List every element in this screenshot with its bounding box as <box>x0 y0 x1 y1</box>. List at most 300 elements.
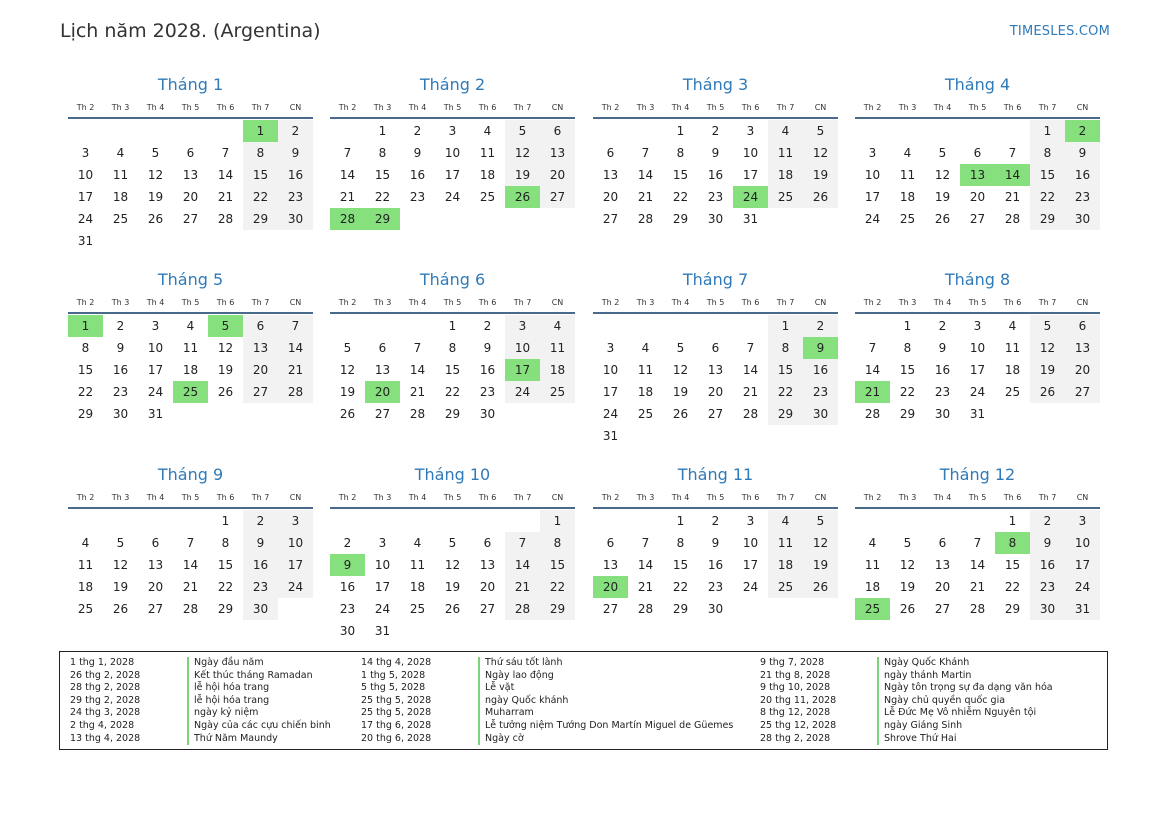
day-cell: 22 <box>1030 186 1065 208</box>
day-cell: 14 <box>864 363 881 377</box>
day-cell: 18 <box>768 164 803 186</box>
day-cell: 15 <box>217 558 234 572</box>
holiday-date: 14 thg 4, 2028 <box>361 657 432 668</box>
day-cell: 2 <box>1030 510 1065 532</box>
holiday-day-cell: 25 <box>173 381 208 403</box>
day-cell: 26 <box>803 576 838 598</box>
holiday-date: 5 thg 5, 2028 <box>361 682 426 694</box>
weekday-label: Th 2 <box>601 493 620 502</box>
day-grid <box>68 315 313 425</box>
weekday-label: CN <box>1076 493 1089 502</box>
day-cell: 6 <box>711 341 720 355</box>
day-cell: 4 <box>1008 319 1017 333</box>
day-cell: 12 <box>112 558 129 572</box>
day-cell: 25 <box>112 212 129 226</box>
day-cell: 9 <box>413 146 422 160</box>
day-cell: 3 <box>606 341 615 355</box>
day-cell: 22 <box>374 190 391 204</box>
weekday-header <box>68 294 313 314</box>
day-cell: 3 <box>378 536 387 550</box>
day-cell: 11 <box>409 558 426 572</box>
day-cell: 1 <box>540 510 575 532</box>
day-cell: 15 <box>77 363 94 377</box>
day-cell: 22 <box>217 580 234 594</box>
day-cell: 31 <box>969 407 986 421</box>
weekday-label: Th 2 <box>863 103 882 112</box>
weekday-label: Th 4 <box>933 103 952 112</box>
day-cell: 16 <box>409 168 426 182</box>
day-cell: 25 <box>77 602 94 616</box>
month-title: Tháng 11 <box>677 465 754 484</box>
weekday-label: Th 4 <box>146 493 165 502</box>
weekday-label: Th 7 <box>251 493 270 502</box>
day-cell: 7 <box>413 341 422 355</box>
weekday-label: Th 5 <box>443 493 462 502</box>
holiday-date: 28 thg 2, 2028 <box>760 732 831 744</box>
day-cell: 29 <box>444 407 461 421</box>
holiday-day-cell: 17 <box>505 359 540 381</box>
weekday-label: CN <box>551 298 564 307</box>
day-cell: 13 <box>707 363 724 377</box>
day-cell: 19 <box>444 580 461 594</box>
day-cell: 21 <box>1004 190 1021 204</box>
day-cell: 17 <box>742 168 759 182</box>
holiday-name: Thứ Năm Maundy <box>187 733 278 746</box>
day-cell: 2 <box>711 124 720 138</box>
day-cell: 26 <box>112 602 129 616</box>
day-cell: 23 <box>707 190 724 204</box>
day-cell: 15 <box>899 363 916 377</box>
day-cell: 10 <box>278 532 313 554</box>
empty-cell <box>138 120 173 142</box>
day-cell: 25 <box>899 212 916 226</box>
day-cell: 20 <box>147 580 164 594</box>
day-cell: 5 <box>448 536 457 550</box>
weekday-label: Th 7 <box>251 103 270 112</box>
holiday-row <box>760 657 1120 670</box>
day-cell: 23 <box>934 385 951 399</box>
day-cell: 5 <box>803 120 838 142</box>
month-3 <box>593 73 838 230</box>
day-cell: 12 <box>444 558 461 572</box>
day-cell: 15 <box>672 558 689 572</box>
holiday-date: 24 thg 3, 2028 <box>70 707 141 719</box>
day-cell: 4 <box>81 536 90 550</box>
month-12 <box>855 463 1100 620</box>
day-cell: 19 <box>899 580 916 594</box>
day-cell: 14 <box>182 558 199 572</box>
weekday-header <box>855 489 1100 509</box>
day-cell: 24 <box>864 212 881 226</box>
day-cell: 29 <box>672 212 689 226</box>
day-cell: 23 <box>707 580 724 594</box>
day-cell: 4 <box>641 341 650 355</box>
day-cell: 30 <box>934 407 951 421</box>
day-cell: 2 <box>343 536 352 550</box>
weekday-header <box>855 294 1100 314</box>
holiday-day-cell: 24 <box>733 186 768 208</box>
weekday-label: Th 4 <box>408 298 427 307</box>
day-cell: 22 <box>768 381 803 403</box>
day-cell: 3 <box>505 315 540 337</box>
day-cell: 12 <box>505 142 540 164</box>
holiday-name: Ngày của các cựu chiến binh <box>187 720 331 733</box>
day-cell: 8 <box>540 532 575 554</box>
day-cell: 19 <box>505 164 540 186</box>
empty-cell <box>208 120 243 142</box>
weekday-label: Th 7 <box>251 298 270 307</box>
day-cell: 2 <box>803 315 838 337</box>
day-cell: 31 <box>1065 598 1100 620</box>
empty-cell <box>365 510 400 532</box>
weekday-label: Th 7 <box>776 298 795 307</box>
day-cell: 4 <box>483 124 492 138</box>
day-cell: 10 <box>505 337 540 359</box>
day-cell: 16 <box>339 580 356 594</box>
day-cell: 9 <box>938 341 947 355</box>
day-cell: 6 <box>483 536 492 550</box>
day-cell: 13 <box>1065 337 1100 359</box>
day-grid <box>593 315 838 447</box>
day-cell: 30 <box>112 407 129 421</box>
empty-cell <box>68 510 103 532</box>
holiday-name: ngày Giáng Sinh <box>877 720 962 733</box>
holiday-row <box>361 657 721 670</box>
month-6 <box>330 268 575 425</box>
weekday-label: Th 6 <box>216 103 235 112</box>
day-cell: 2 <box>413 124 422 138</box>
month-7 <box>593 268 838 447</box>
day-cell: 22 <box>1004 580 1021 594</box>
weekday-label: Th 5 <box>706 103 725 112</box>
day-cell: 14 <box>969 558 986 572</box>
weekday-label: Th 3 <box>636 298 655 307</box>
day-cell: 21 <box>637 580 654 594</box>
empty-cell <box>628 510 663 532</box>
holiday-day-cell: 20 <box>593 576 628 598</box>
day-cell: 19 <box>1030 359 1065 381</box>
holiday-day-cell: 2 <box>1065 120 1100 142</box>
holiday-name: Kết thúc tháng Ramadan <box>187 670 313 683</box>
holiday-date: 1 thg 1, 2028 <box>70 657 135 668</box>
day-cell: 9 <box>483 341 492 355</box>
day-cell: 12 <box>899 558 916 572</box>
day-cell: 18 <box>899 190 916 204</box>
holiday-date: 13 thg 4, 2028 <box>70 732 141 744</box>
empty-cell <box>698 315 733 337</box>
day-cell: 21 <box>339 190 356 204</box>
holiday-name: Lễ vặt <box>478 682 514 695</box>
day-cell: 17 <box>1065 554 1100 576</box>
weekday-label: Th 4 <box>933 493 952 502</box>
day-cell: 17 <box>444 168 461 182</box>
holiday-row <box>760 720 1120 733</box>
holiday-day-cell: 9 <box>330 554 365 576</box>
weekday-label: Th 7 <box>513 103 532 112</box>
day-cell: 25 <box>479 190 496 204</box>
day-cell: 6 <box>243 315 278 337</box>
weekday-label: Th 7 <box>776 493 795 502</box>
empty-cell <box>365 315 400 337</box>
day-cell: 22 <box>899 385 916 399</box>
holiday-name: Ngày tôn trọng sự đa dạng văn hóa <box>877 682 1053 695</box>
day-cell: 20 <box>479 580 496 594</box>
day-cell: 18 <box>1004 363 1021 377</box>
holiday-name: lễ hội hóa trang <box>187 682 269 695</box>
day-cell: 11 <box>182 341 199 355</box>
month-8 <box>855 268 1100 425</box>
weekday-label: Th 3 <box>373 493 392 502</box>
day-cell: 6 <box>1065 315 1100 337</box>
weekday-header <box>330 99 575 119</box>
holiday-date: 25 thg 12, 2028 <box>760 719 837 731</box>
holiday-date: 20 thg 6, 2028 <box>361 732 432 744</box>
day-cell: 26 <box>339 407 356 421</box>
empty-cell <box>593 120 628 142</box>
empty-cell <box>173 510 208 532</box>
day-cell: 15 <box>444 363 461 377</box>
holiday-day-cell: 13 <box>960 164 995 186</box>
day-cell: 3 <box>448 124 457 138</box>
day-cell: 13 <box>182 168 199 182</box>
day-cell: 5 <box>903 536 912 550</box>
day-cell: 27 <box>934 602 951 616</box>
day-cell: 20 <box>540 164 575 186</box>
day-cell: 6 <box>186 146 195 160</box>
day-cell: 24 <box>1065 576 1100 598</box>
day-cell: 5 <box>151 146 160 160</box>
weekday-label: Th 3 <box>636 103 655 112</box>
month-title: Tháng 10 <box>414 465 491 484</box>
weekday-label: Th 6 <box>216 493 235 502</box>
day-cell: 11 <box>768 142 803 164</box>
holiday-date: 25 thg 5, 2028 <box>361 694 432 706</box>
day-cell: 31 <box>742 212 759 226</box>
day-cell: 27 <box>602 212 619 226</box>
empty-cell <box>330 510 365 532</box>
day-cell: 28 <box>969 602 986 616</box>
day-cell: 14 <box>637 558 654 572</box>
day-cell: 26 <box>899 602 916 616</box>
day-cell: 11 <box>479 146 496 160</box>
day-cell: 19 <box>217 363 234 377</box>
day-cell: 12 <box>339 363 356 377</box>
day-cell: 20 <box>182 190 199 204</box>
empty-cell <box>400 510 435 532</box>
day-cell: 15 <box>1030 164 1065 186</box>
day-cell: 30 <box>803 403 838 425</box>
weekday-label: Th 4 <box>408 103 427 112</box>
day-cell: 23 <box>339 602 356 616</box>
day-cell: 23 <box>1065 186 1100 208</box>
day-cell: 30 <box>1065 208 1100 230</box>
holiday-name: Muharram <box>478 707 534 720</box>
weekday-label: Th 3 <box>898 103 917 112</box>
day-cell: 4 <box>903 146 912 160</box>
brand-link[interactable]: TIMESLES.COM <box>1009 24 1110 39</box>
weekday-label: Th 6 <box>1003 103 1022 112</box>
holiday-row <box>361 707 721 720</box>
holiday-column <box>760 657 1120 745</box>
day-grid <box>68 120 313 252</box>
day-cell: 16 <box>707 558 724 572</box>
day-grid <box>855 510 1100 620</box>
day-cell: 21 <box>505 576 540 598</box>
holiday-name: Thứ sáu tốt lành <box>478 657 562 670</box>
weekday-label: Th 3 <box>111 493 130 502</box>
day-cell: 22 <box>672 580 689 594</box>
holiday-name: Lễ tưởng niệm Tướng Don Martín Miguel de Güemes <box>478 720 733 733</box>
day-cell: 30 <box>339 624 356 638</box>
day-cell: 8 <box>81 341 90 355</box>
day-cell: 14 <box>339 168 356 182</box>
empty-cell <box>103 510 138 532</box>
day-cell: 19 <box>803 554 838 576</box>
day-cell: 12 <box>803 532 838 554</box>
day-cell: 10 <box>969 341 986 355</box>
day-cell: 5 <box>1030 315 1065 337</box>
day-cell: 4 <box>116 146 125 160</box>
day-cell: 2 <box>938 319 947 333</box>
day-cell: 22 <box>672 190 689 204</box>
day-cell: 27 <box>602 602 619 616</box>
day-cell: 8 <box>676 536 685 550</box>
day-cell: 12 <box>147 168 164 182</box>
weekday-label: Th 2 <box>76 103 95 112</box>
day-cell: 18 <box>479 168 496 182</box>
day-grid <box>330 315 575 425</box>
day-cell: 25 <box>768 576 803 598</box>
day-cell: 28 <box>505 598 540 620</box>
weekday-label: CN <box>289 103 302 112</box>
holiday-day-cell: 25 <box>855 598 890 620</box>
empty-cell <box>733 315 768 337</box>
day-cell: 14 <box>742 363 759 377</box>
weekday-header <box>68 489 313 509</box>
day-cell: 26 <box>934 212 951 226</box>
day-grid <box>330 510 575 642</box>
day-cell: 21 <box>278 359 313 381</box>
day-cell: 1 <box>676 514 685 528</box>
day-cell: 16 <box>934 363 951 377</box>
day-cell: 17 <box>374 580 391 594</box>
day-cell: 16 <box>1065 164 1100 186</box>
weekday-label: Th 3 <box>898 493 917 502</box>
day-cell: 29 <box>540 598 575 620</box>
weekday-label: Th 7 <box>513 493 532 502</box>
day-cell: 28 <box>864 407 881 421</box>
weekday-label: Th 4 <box>671 103 690 112</box>
day-cell: 15 <box>768 359 803 381</box>
weekday-label: Th 2 <box>338 493 357 502</box>
day-cell: 5 <box>803 510 838 532</box>
day-cell: 6 <box>938 536 947 550</box>
day-cell: 3 <box>151 319 160 333</box>
day-cell: 29 <box>217 602 234 616</box>
day-cell: 25 <box>409 602 426 616</box>
day-cell: 6 <box>540 120 575 142</box>
weekday-label: CN <box>289 493 302 502</box>
day-cell: 7 <box>1008 146 1017 160</box>
day-cell: 28 <box>637 212 654 226</box>
day-cell: 4 <box>868 536 877 550</box>
day-cell: 6 <box>606 536 615 550</box>
month-5 <box>68 268 313 425</box>
day-cell: 13 <box>479 558 496 572</box>
day-cell: 23 <box>803 381 838 403</box>
day-cell: 28 <box>742 407 759 421</box>
day-cell: 28 <box>637 602 654 616</box>
weekday-label: Th 2 <box>76 493 95 502</box>
holiday-date: 2 thg 4, 2028 <box>70 719 135 731</box>
day-cell: 5 <box>505 120 540 142</box>
month-title: Tháng 2 <box>419 75 486 94</box>
day-cell: 23 <box>479 385 496 399</box>
day-cell: 3 <box>278 510 313 532</box>
day-cell: 17 <box>742 558 759 572</box>
day-cell: 15 <box>540 554 575 576</box>
holiday-list <box>59 651 1108 750</box>
day-cell: 26 <box>803 186 838 208</box>
weekday-header <box>330 489 575 509</box>
empty-cell <box>435 510 470 532</box>
day-cell: 1 <box>676 124 685 138</box>
day-cell: 13 <box>374 363 391 377</box>
day-grid <box>593 510 838 620</box>
holiday-row <box>361 719 734 733</box>
weekday-label: Th 7 <box>1038 298 1057 307</box>
day-cell: 7 <box>505 532 540 554</box>
weekday-header <box>593 489 838 509</box>
day-cell: 15 <box>374 168 391 182</box>
day-cell: 26 <box>444 602 461 616</box>
day-cell: 2 <box>116 319 125 333</box>
day-cell: 22 <box>243 186 278 208</box>
holiday-date: 17 thg 6, 2028 <box>361 719 432 731</box>
weekday-label: Th 3 <box>636 493 655 502</box>
day-cell: 26 <box>1030 381 1065 403</box>
day-cell: 8 <box>378 146 387 160</box>
empty-cell <box>890 120 925 142</box>
month-9 <box>68 463 313 620</box>
day-cell: 10 <box>77 168 94 182</box>
month-4 <box>855 73 1100 230</box>
page-title: Lịch năm 2028. (Argentina) <box>60 20 321 42</box>
day-cell: 11 <box>637 363 654 377</box>
day-cell: 22 <box>444 385 461 399</box>
day-cell: 3 <box>973 319 982 333</box>
day-cell: 26 <box>672 407 689 421</box>
empty-cell <box>505 510 540 532</box>
day-cell: 12 <box>672 363 689 377</box>
day-cell: 10 <box>147 341 164 355</box>
holiday-day-cell: 29 <box>365 208 400 230</box>
day-cell: 5 <box>676 341 685 355</box>
empty-cell <box>138 510 173 532</box>
weekday-label: Th 3 <box>898 298 917 307</box>
day-cell: 17 <box>864 190 881 204</box>
weekday-label: CN <box>551 103 564 112</box>
day-cell: 6 <box>151 536 160 550</box>
day-cell: 10 <box>374 558 391 572</box>
day-cell: 9 <box>1065 142 1100 164</box>
day-cell: 29 <box>1004 602 1021 616</box>
day-cell: 18 <box>864 580 881 594</box>
day-cell: 3 <box>746 514 755 528</box>
day-cell: 8 <box>676 146 685 160</box>
day-cell: 15 <box>243 164 278 186</box>
day-cell: 29 <box>77 407 94 421</box>
